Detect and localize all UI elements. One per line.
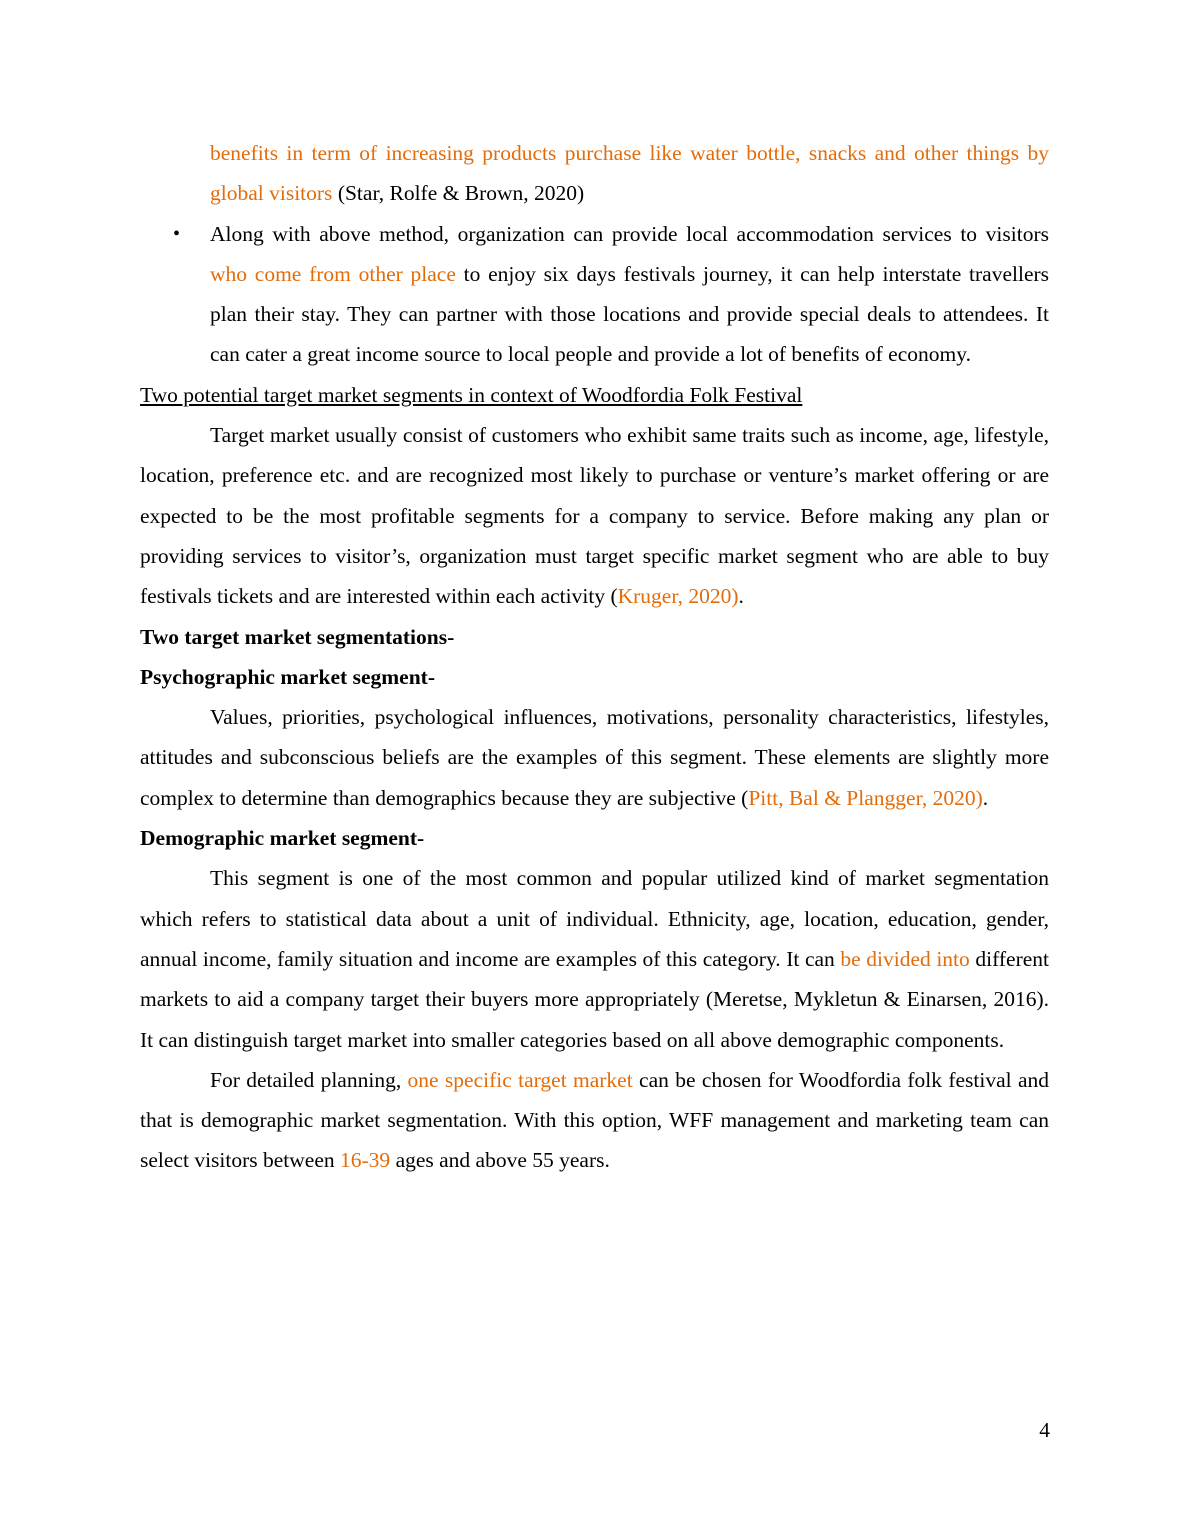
paragraph-demographic [140,858,1049,1059]
paragraph-text-2: different markets to aid a company target their buyers more appropriately (Meretse, Mykletun & Einarsen, 2016). It can distinguish target market into smaller categories based on all above demographic components. [140,946,1050,1052]
paragraph-text-2: . [982,785,989,810]
paragraph-text-1: This segment is one of the most common and popular utilized kind of market segmentation which refers to statistical data about a unit of individual. Ethnicity, age, location, education, gender, annual income, family situation and income are examples of this category. It can [140,866,1049,971]
citation-text: (Star, Rolfe & Brown, 2020) [332,181,585,206]
highlighted-text: Kruger, 2020) [617,584,739,609]
bullet-item [140,214,1049,375]
bullet-text-1: Along with above method, organization can provide local accommodation services to visitors [210,221,1049,246]
paragraph-text-3: ages and above 55 years. [390,1148,610,1173]
paragraph-text-2: . [738,584,744,609]
highlighted-text: 16-39 [340,1148,391,1173]
bullet-icon: • [173,222,181,245]
highlighted-text: benefits in term of increasing products purchase like water bottle, snacks and other things by global visitors [210,141,1049,206]
paragraph-text-2: can be chosen for Woodfordia folk festival and that is demographic market segmentation. With this option, WFF management and marketing team can select visitors between [140,1067,1050,1173]
paragraph-text-1: Target market usually consist of customers who exhibit same traits such as income, age, lifestyle, location, preference etc. and are recognized most likely to purchase or venture’s market offering or are expected to be the most profitable segments for a company to service. Before making any plan or providing services to visitor’s, organization must target specific market segment who are able to buy festivals tickets and are interested within each activity ( [140,423,1049,609]
heading-psychographic: Psychographic market segment- [140,664,435,689]
paragraph-text-1: For detailed planning, [210,1067,408,1092]
section-heading-underlined: Two potential target market segments in context of Woodfordia Folk Festival [140,382,803,407]
page-body [140,133,1049,1181]
paragraph-psychographic [140,697,1049,818]
bullet-text-2: to enjoy six days festivals journey, it can help interstate travellers plan their stay. They can partner with those locations and provide special deals to attendees. It can cater a great income source to local people and provide a lot of benefits of economy. [210,261,1050,367]
paragraph-text-1: Values, priorities, psychological influences, motivations, personality characteristics, lifestyles, attitudes and subconscious beliefs are the examples of this segment. These elements are slightly more complex to determine than demographics because they are subjective ( [140,705,1049,810]
paragraph-planning [140,1060,1049,1181]
highlighted-text: be divided into [840,946,970,971]
paragraph-target-market [140,415,1049,616]
heading-two-target: Two target market segmentations- [140,624,455,649]
bullet-continuation [140,133,1049,214]
highlighted-text: Pitt, Bal & Plangger, 2020) [748,785,983,810]
highlighted-text: who come from other place [210,261,456,286]
heading-demographic: Demographic market segment- [140,826,425,851]
page-number: 4 [1039,1418,1050,1442]
highlighted-text: one specific target market [407,1067,633,1092]
